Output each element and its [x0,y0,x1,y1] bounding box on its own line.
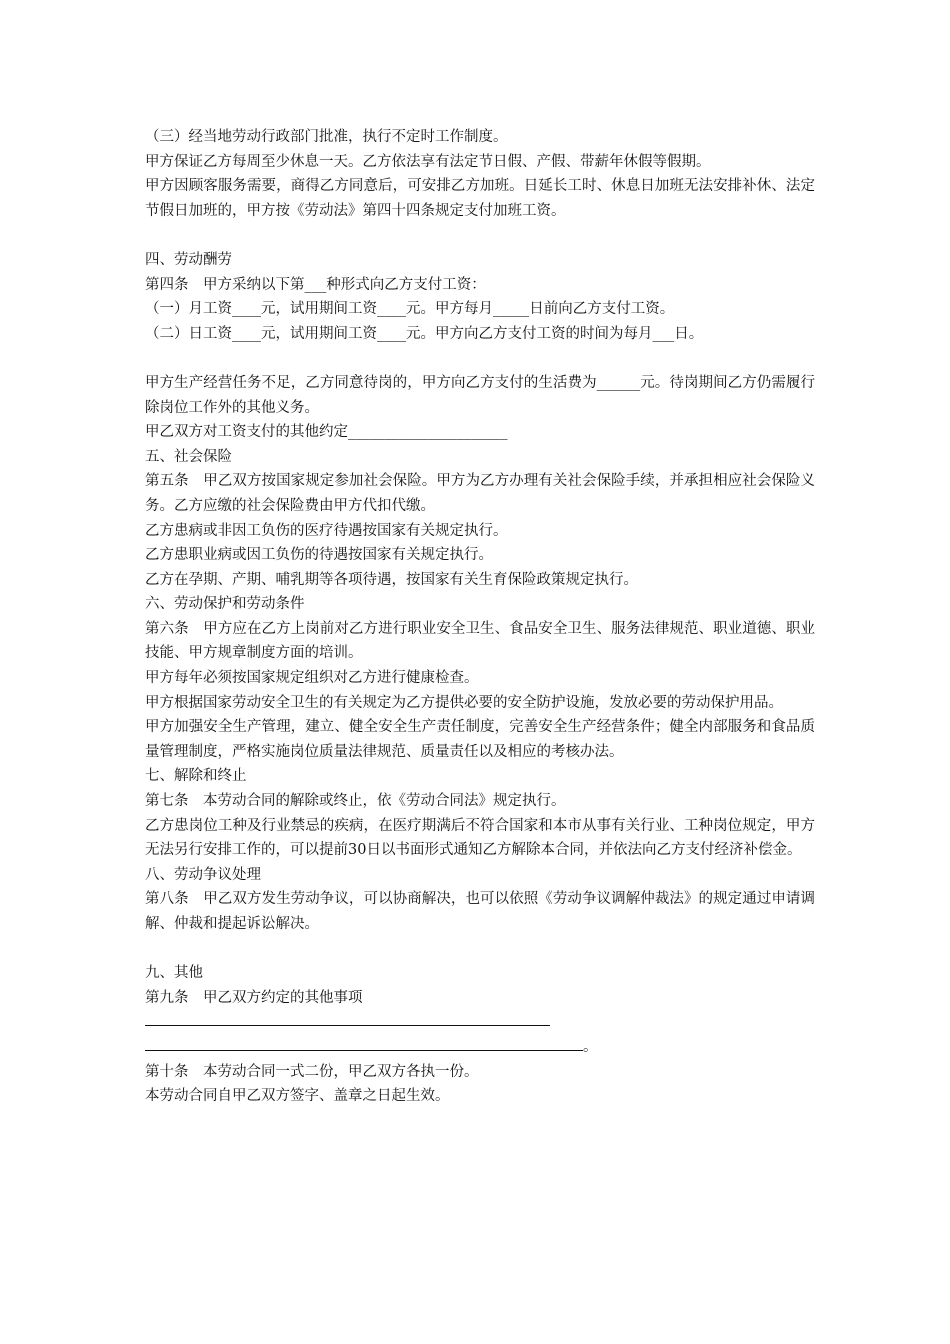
clause-line: 乙方患岗位工种及行业禁忌的疾病，在医疗期满后不符合国家和本市从事有关行业、工种岗位规定，甲方无法另行安排工作的，可以提前30日以书面形式通知乙方解除本合同，并依法向乙方支付经济补偿金。 [145,817,815,859]
clause-line: 乙方在孕期、产期、哺乳期等各项待遇，按国家有关生育保险政策规定执行。 [145,571,638,588]
section-heading: 六、劳动保护和劳动条件 [145,596,305,613]
blank-line [145,937,815,962]
clause-line: 第九条 甲乙双方约定的其他事项 [145,989,363,1006]
section-heading: 五、社会保险 [145,448,232,465]
clause-line: 第十条 本劳动合同一式二份，甲乙双方各执一份。 [145,1063,479,1080]
clause-line: （二）日工资____元，试用期间工资____元。甲方向乙方支付工资的时间为每月___日。 [145,325,704,342]
clause-line: 乙方患职业病或因工负伤的待遇按国家有关规定执行。 [145,547,493,564]
clause-line: 第七条 本劳动合同的解除或终止，依《劳动合同法》规定执行。 [145,793,566,810]
clause-line: 本劳动合同自甲乙双方签字、盖章之日起生效。 [145,1088,450,1105]
section-heading: 七、解除和终止 [145,768,247,785]
clause-line: 第五条 甲乙双方按国家规定参加社会保险。甲方为乙方办理有关社会保险手续，并承担相应社会保险义务。乙方应缴的社会保险费由甲方代扣代缴。 [145,473,815,514]
blank-line [145,223,815,248]
section-heading: 九、其他 [145,965,203,982]
clause-line: 甲方保证乙方每周至少休息一天。乙方依法享有法定节日假、产假、带薪年休假等假期。 [145,153,711,170]
clause-line: 甲方生产经营任务不足，乙方同意待岗的，甲方向乙方支付的生活费为______元。待岗期间乙方仍需履行除岗位工作外的其他义务。 [145,374,815,416]
fill-in-line [145,1010,815,1035]
clause-line: （一）月工资____元，试用期间工资____元。甲方每月_____日前向乙方支付工资。 [145,301,675,318]
clause-line: 乙方患病或非因工负伤的医疗待遇按国家有关规定执行。 [145,522,508,539]
section-heading: 四、劳动酬劳 [145,251,232,268]
fill-in-rule [145,1036,583,1051]
fill-in-rule [145,1011,550,1026]
blank-line [145,346,815,371]
clause-line: 甲方加强安全生产管理，建立、健全安全生产责任制度，完善安全生产经营条件；健全内部服务和食品质量管理制度，严格实施岗位质量法律规范、质量责任以及相应的考核办法。 [145,719,815,760]
clause-line: 第六条 甲方应在乙方上岗前对乙方进行职业安全卫生、食品安全卫生、服务法律规范、职业道德、职业技能、甲方规章制度方面的培训。 [145,620,815,662]
clause-line: 第四条 甲方采纳以下第___种形式向乙方支付工资： [145,276,486,293]
clause-line: 甲乙双方对工资支付的其他约定______________________ [145,424,508,441]
clause-line: 甲方每年必须按国家规定组织对乙方进行健康检查。 [145,670,479,687]
fill-in-suffix: 。 [583,1038,598,1055]
section-heading: 八、劳动争议处理 [145,866,261,883]
fill-in-line [145,1035,815,1060]
clause-line: 甲方根据国家劳动安全卫生的有关规定为乙方提供必要的安全防护设施，发放必要的劳动保护用品。 [145,694,783,711]
clause-line: 第八条 甲乙双方发生劳动争议，可以协商解决，也可以依照《劳动争议调解仲裁法》的规定通过申请调解、仲裁和提起诉讼解决。 [145,891,815,932]
clause-line: （三）经当地劳动行政部门批准，执行不定时工作制度。 [145,129,508,145]
document-body [145,125,815,1109]
clause-line: 甲方因顾客服务需要，商得乙方同意后，可安排乙方加班。日延长工时、休息日加班无法安排补休、法定节假日加班的，甲方按《劳动法》第四十四条规定支付加班工资。 [145,178,815,219]
